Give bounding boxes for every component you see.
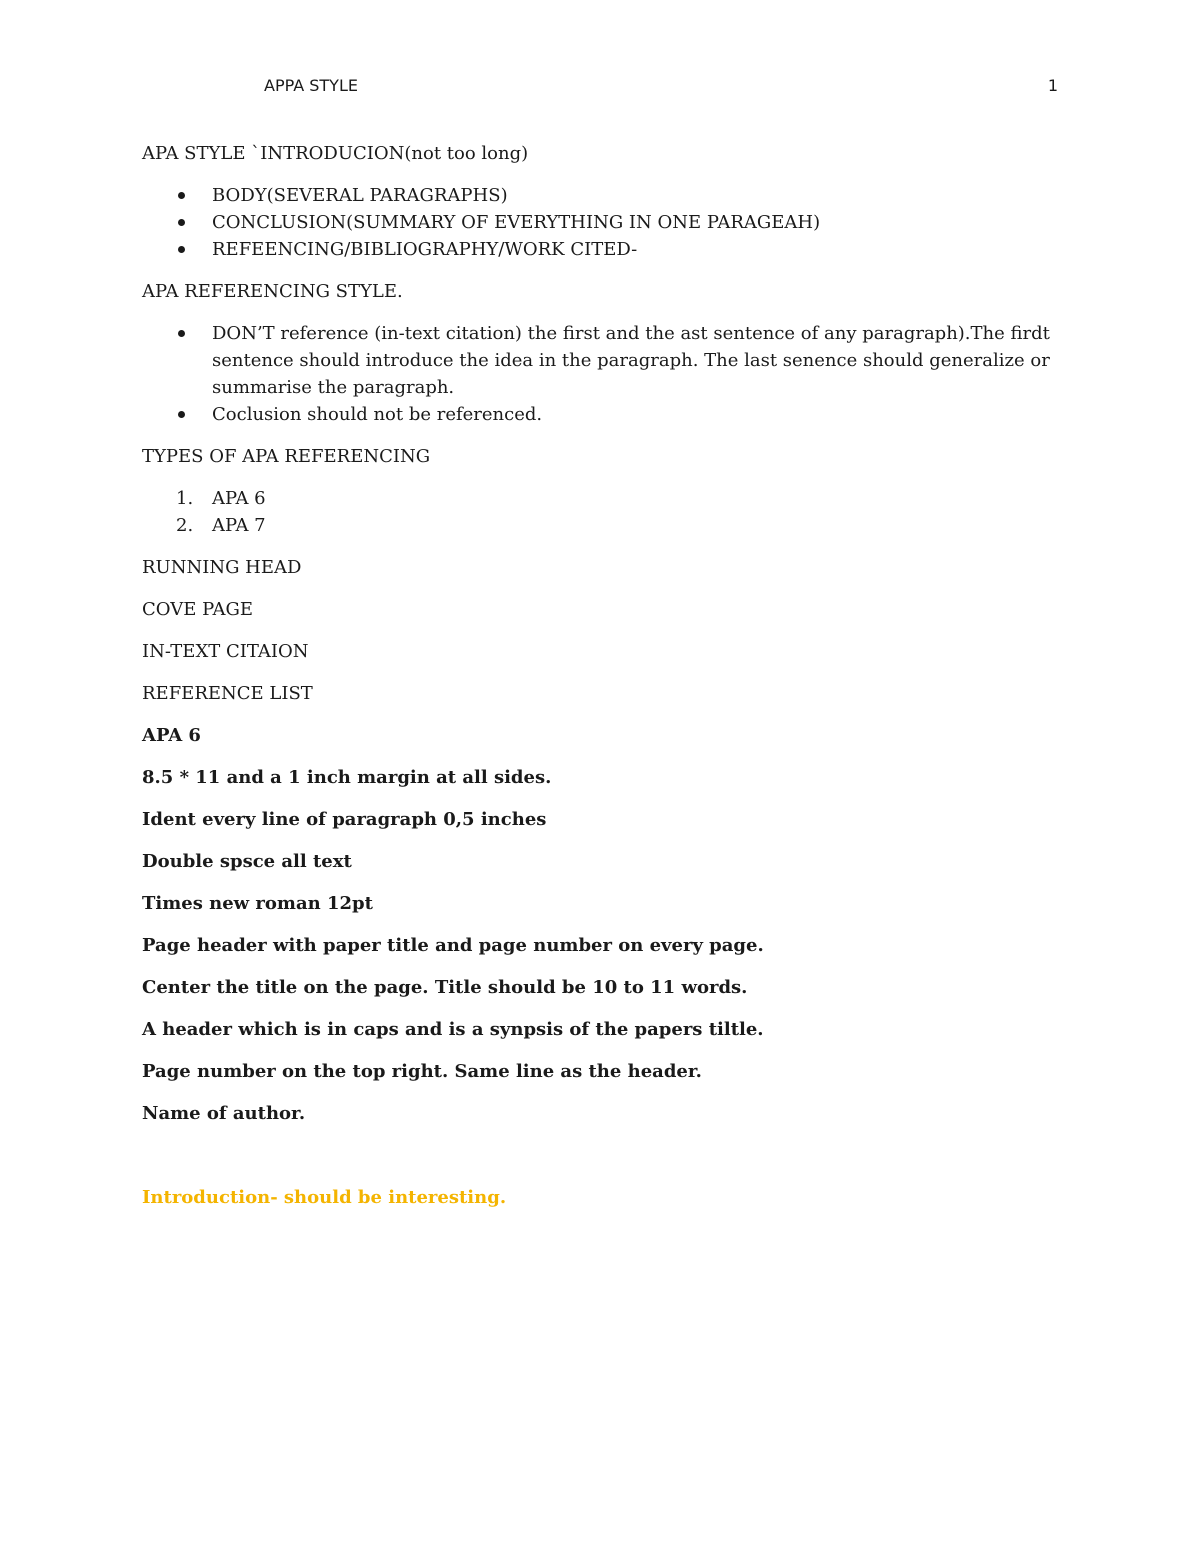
introduction-note: Introduction- should be interesting. (142, 1187, 507, 1208)
referencing-list (142, 320, 1058, 428)
referencing-heading: APA REFERENCING STYLE. (142, 281, 403, 302)
blank-line (142, 1142, 1058, 1184)
apa6-rule: Page number on the top right. Same line as the header. (142, 1061, 702, 1082)
apa6-rule: Page header with paper title and page number on every page. (142, 935, 764, 956)
apa6-title: APA 6 (142, 725, 201, 746)
list-item-text: APA 6 (212, 488, 266, 509)
document-body (142, 140, 1058, 1226)
list-item: DON’T reference (in-text citation) the first and the ast sentence of any paragraph).The firdt sentence should introduce the idea in the paragraph. The last senence should generalize or summarise the paragraph. (142, 320, 1058, 401)
list-item: Coclusion should not be referenced. (142, 401, 1058, 428)
running-head: APPA STYLE (264, 76, 358, 95)
list-item-text: APA 7 (212, 515, 266, 536)
apa6-rule: Times new roman 12pt (142, 893, 373, 914)
section-running-head: RUNNING HEAD (142, 557, 302, 578)
apa6-rule: Double spsce all text (142, 851, 352, 872)
apa6-section (142, 722, 1058, 1127)
types-list (142, 485, 1058, 539)
page-number: 1 (1047, 76, 1058, 95)
page-header (0, 74, 1200, 100)
apa6-rule: Name of author. (142, 1103, 306, 1124)
types-heading: TYPES OF APA REFERENCING (142, 446, 431, 467)
list-item (142, 485, 1058, 512)
list-item: REFEENCING/BIBLIOGRAPHY/WORK CITED- (142, 236, 1058, 263)
list-item: CONCLUSION(SUMMARY OF EVERYTHING IN ONE PARAGEAH) (142, 209, 1058, 236)
section-reference-list: REFERENCE LIST (142, 683, 313, 704)
structure-list (142, 182, 1058, 263)
list-item: BODY(SEVERAL PARAGRAPHS) (142, 182, 1058, 209)
apa6-rule: 8.5 * 11 and a 1 inch margin at all sides. (142, 767, 552, 788)
apa6-rule: Ident every line of paragraph 0,5 inches (142, 809, 547, 830)
section-in-text-citation: IN-TEXT CITAION (142, 641, 309, 662)
section-cover-page: COVE PAGE (142, 599, 254, 620)
list-item (142, 512, 1058, 539)
intro-line: APA STYLE `INTRODUCION(not too long) (142, 143, 529, 164)
apa6-rule: Center the title on the page. Title should be 10 to 11 words. (142, 977, 748, 998)
list-marker: 2. (176, 515, 194, 536)
apa6-rule: A header which is in caps and is a synpsis of the papers tiltle. (142, 1019, 764, 1040)
list-marker: 1. (176, 488, 194, 509)
